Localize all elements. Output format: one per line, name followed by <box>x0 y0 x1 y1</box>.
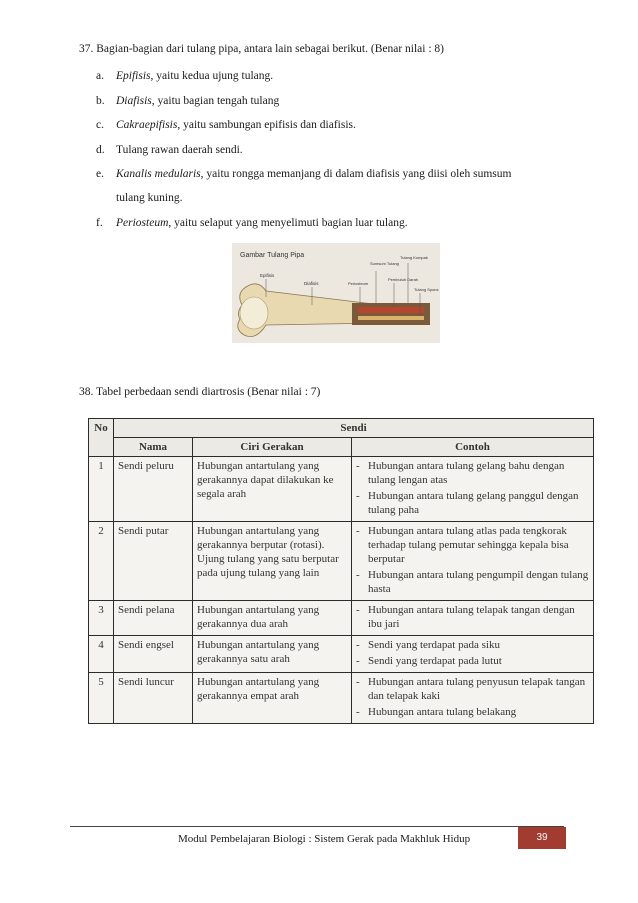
label-periosteum: Periosteum <box>348 281 369 286</box>
label-kompak: Tulang Kompak <box>400 255 428 260</box>
example-item: - Sendi yang terdapat pada lutut <box>356 654 589 668</box>
header-nama: Nama <box>114 438 193 457</box>
table-row: 5 Sendi luncur Hubungan antartulang yang gerakannya empat arah - Hubungan antara tulang penyusun telapak tangan dan telapak kaki - Hubungan antara tulang belakang <box>89 673 594 724</box>
header-no: No <box>89 419 114 457</box>
example-item: - Hubungan antara tulang gelang panggul dengan tulang paha <box>356 489 589 517</box>
label-epifisis: Epifisis <box>260 273 275 278</box>
header-ciri: Ciri Gerakan <box>193 438 352 457</box>
spongy-bone <box>358 316 424 320</box>
table-row: 3 Sendi pelana Hubungan antartulang yang gerakannya dua arah - Hubungan antara tulang telapak tangan dengan ibu jari <box>89 601 594 636</box>
list-item: e. Kanalis medularis, yaitu rongga memanjang di dalam diafisis yang diisi oleh sumsum tulang kuning. <box>96 168 512 204</box>
bone-marrow <box>358 307 424 313</box>
table-row: 1 Sendi peluru Hubungan antartulang yang gerakannya dapat dilakukan ke segala arah - Hubungan antara tulang gelang bahu dengan tulang lengan atas - Hubungan antara tulang gelang panggul dengan tulang paha <box>89 457 594 522</box>
header-sendi: Sendi <box>114 419 594 438</box>
header-contoh: Contoh <box>352 438 594 457</box>
example-item: - Hubungan antara tulang penyusun telapak tangan dan telapak kaki <box>356 675 589 703</box>
list-item: f. Periosteum, yaitu selaput yang menyelimuti bagian luar tulang. <box>96 216 408 229</box>
example-item: - Hubungan antara tulang atlas pada tengkorak terhadap tulang pemutar sehingga kepala bisa berputar <box>356 524 589 566</box>
example-item: - Hubungan antara tulang telapak tangan dengan ibu jari <box>356 603 589 631</box>
page-number: 39 <box>518 827 566 849</box>
list-item: a. Epifisis, yaitu kedua ujung tulang. <box>96 70 274 82</box>
question-37-title: 37. Bagian-bagian dari tulang pipa, antara lain sebagai berikut. (Benar nilai : 8) <box>79 43 444 55</box>
list-item: b. Diafisis, yaitu bagian tengah tulang <box>96 94 280 107</box>
table-row: 4 Sendi engsel Hubungan antartulang yang gerakannya satu arah - Sendi yang terdapat pada siku - Sendi yang terdapat pada lutut <box>89 636 594 673</box>
bone-cross-section <box>352 303 430 325</box>
example-item: - Hubungan antara tulang belakang <box>356 705 589 719</box>
figure-title: Gambar Tulang Pipa <box>240 252 305 259</box>
long-bone-figure <box>232 243 440 343</box>
bone-parts-list <box>96 68 576 239</box>
footer-text: Modul Pembelajaran Biologi : Sistem Gerak pada Makhluk Hidup <box>178 833 471 845</box>
table-row: 2 Sendi putar Hubungan antartulang yang gerakannya berputar (rotasi). Ujung tulang yang satu berputar pada ujung tulang yang lain - Hubungan antara tulang atlas pada tengkorak terhadap tulang pemutar sehingga kepala bisa berputar - Hubungan antara tulang pengumpil dengan tulang hasta <box>89 522 594 601</box>
label-spons: Tulang Spons <box>414 287 439 292</box>
joint-table <box>88 418 594 724</box>
label-sumsum: Sumsum Tulang <box>370 261 399 266</box>
epiphysis-head <box>240 297 268 329</box>
example-item: - Sendi yang terdapat pada siku <box>356 638 589 652</box>
question-38-title: 38. Tabel perbedaan sendi diartrosis (Benar nilai : 7) <box>79 386 321 398</box>
list-item: d. Tulang rawan daerah sendi. <box>96 143 243 156</box>
label-diafisis: Diafisis <box>304 281 319 286</box>
label-pembuluh: Pembuluh Darah <box>388 277 419 282</box>
list-item: c. Cakraepifisis, yaitu sambungan epifisis dan diafisis. <box>96 119 356 131</box>
footer-divider <box>70 826 564 827</box>
example-item: - Hubungan antara tulang pengumpil dengan tulang hasta <box>356 568 589 596</box>
example-item: - Hubungan antara tulang gelang bahu dengan tulang lengan atas <box>356 459 589 487</box>
